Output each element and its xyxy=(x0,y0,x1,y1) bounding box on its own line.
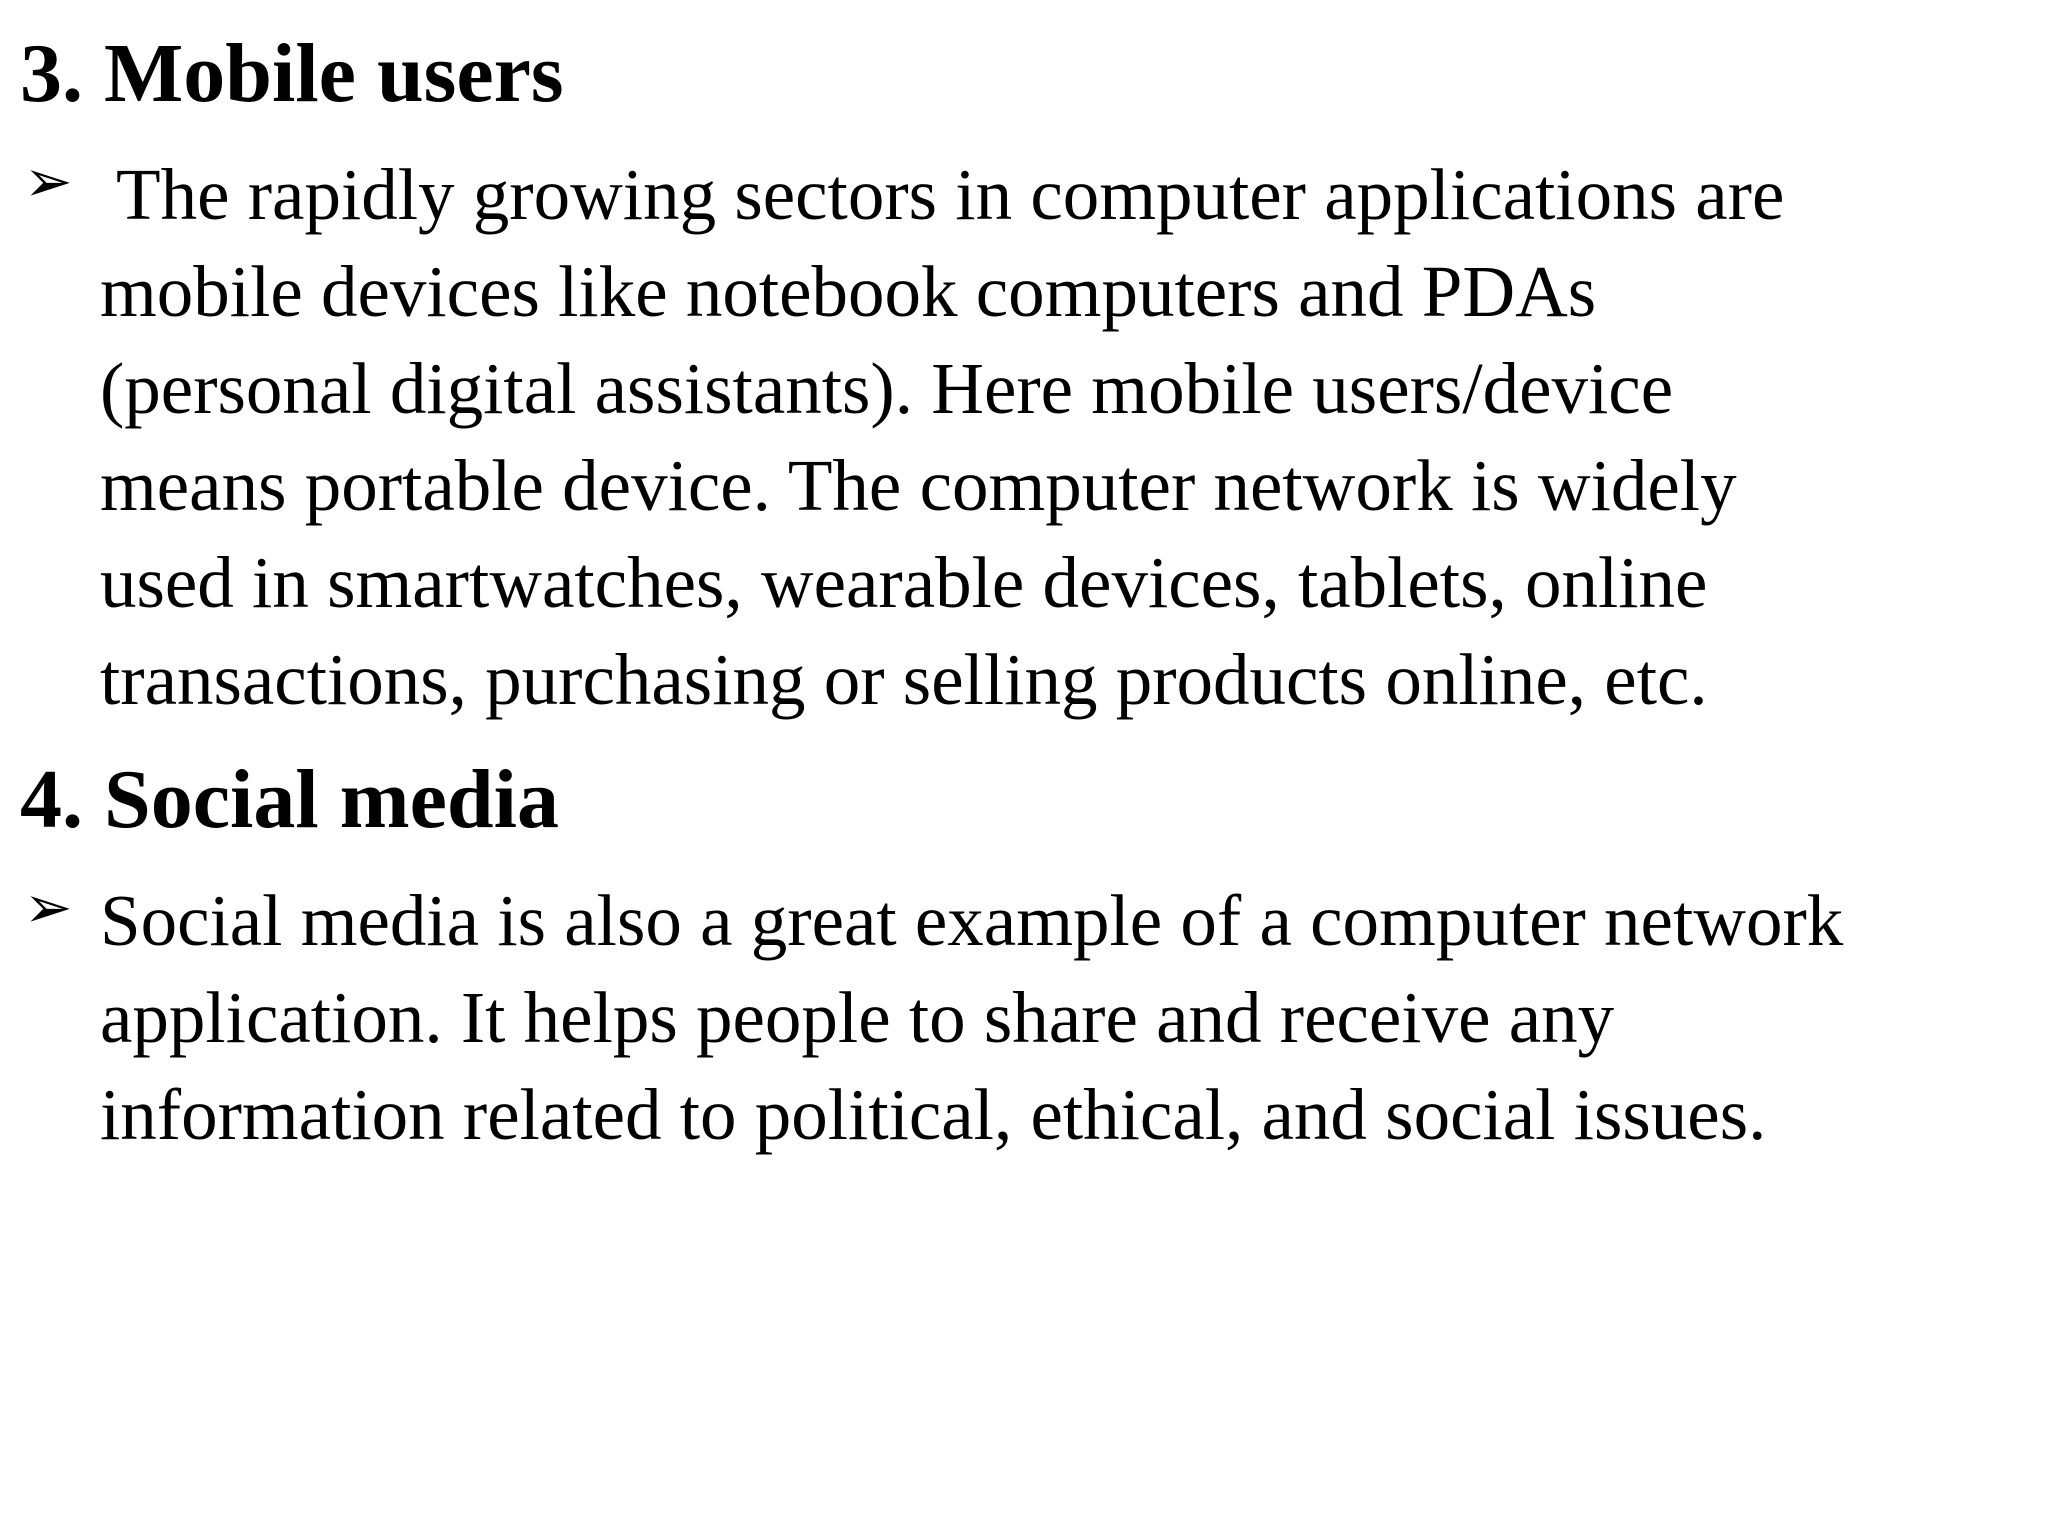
bullet-text-mobile-users xyxy=(100,146,2040,728)
bullet-social-media xyxy=(24,873,2024,1178)
bullet-text-social-media xyxy=(100,872,2040,1163)
bullet-mobile-users xyxy=(24,147,2024,720)
text-line: means portable device. The computer network is widely xyxy=(100,445,1737,526)
text-line: Social media is also a great example of a computer network xyxy=(100,880,1844,961)
arrowhead-bullet-icon: ➢ xyxy=(24,873,73,941)
text-line: used in smartwatches, wearable devices, tablets, online xyxy=(100,542,1708,623)
text-line: (personal digital assistants). Here mobile users/device xyxy=(100,348,1674,429)
text-line: mobile devices like notebook computers and PDAs xyxy=(100,251,1597,332)
section-heading-social-media: 4. Social media xyxy=(20,753,559,846)
arrowhead-bullet-icon: ➢ xyxy=(24,147,73,215)
section-heading-mobile-users: 3. Mobile users xyxy=(20,27,564,120)
text-line: application. It helps people to share and receive any xyxy=(100,977,1615,1058)
text-line: The rapidly growing sectors in computer applications are xyxy=(116,154,1785,235)
text-line: transactions, purchasing or selling products online, etc. xyxy=(100,639,1708,720)
text-line: information related to political, ethical, and social issues. xyxy=(100,1074,1767,1155)
